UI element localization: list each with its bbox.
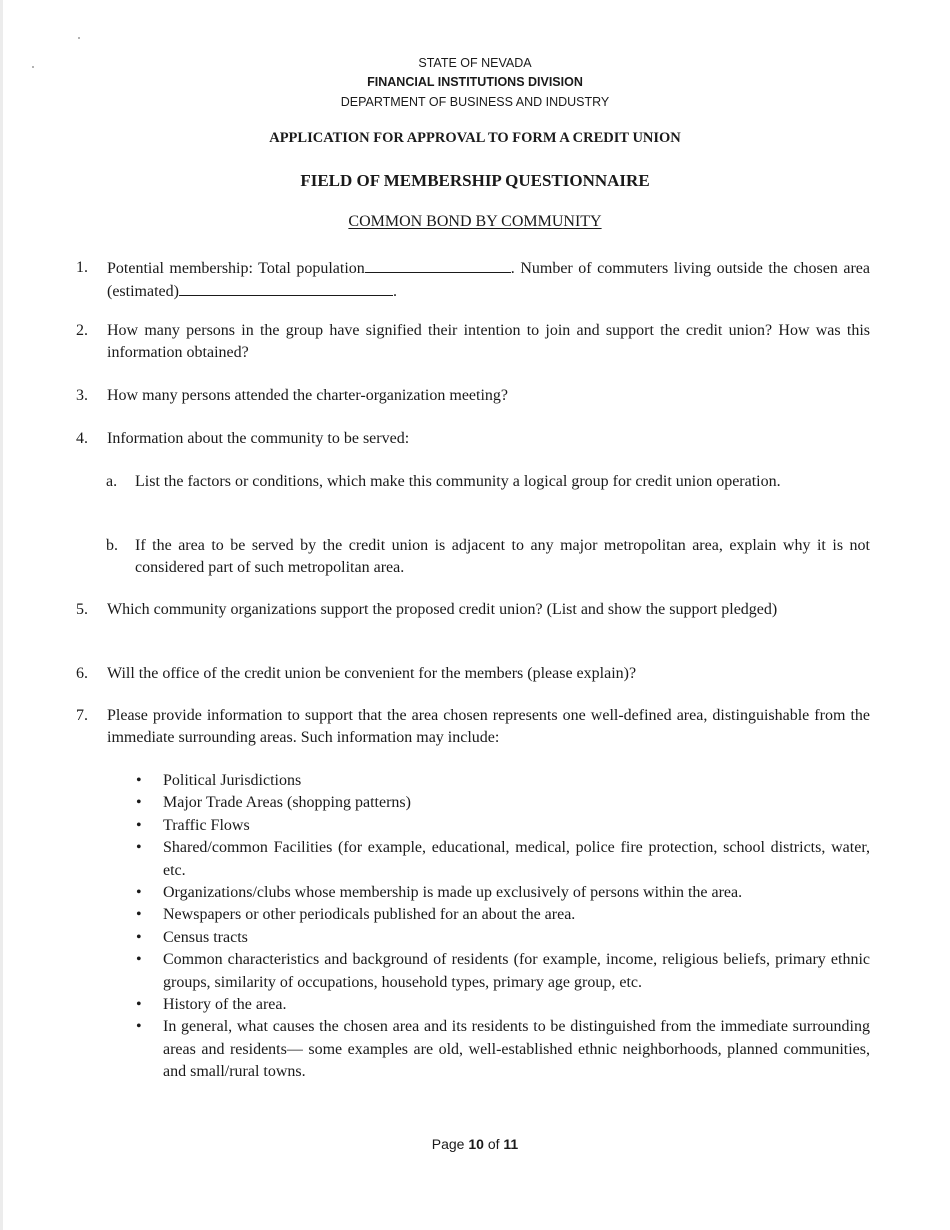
- list-item: [134, 927, 870, 949]
- question-text: Potential membership: Total population: [107, 260, 365, 277]
- form-title: FIELD OF MEMBERSHIP QUESTIONNAIRE: [300, 171, 650, 190]
- list-item: [134, 792, 870, 814]
- bullet-icon: •: [136, 772, 142, 789]
- subitem-letter: b.: [106, 537, 118, 554]
- bond-type-heading: COMMON BOND BY COMMUNITY: [348, 213, 602, 230]
- page-current: 10: [468, 1136, 484, 1152]
- header-division: FINANCIAL INSTITUTIONS DIVISION: [367, 75, 583, 89]
- page-label: Page: [431, 1136, 469, 1152]
- list-item-text: History of the area.: [163, 996, 287, 1014]
- question-4b: [106, 535, 870, 579]
- subitem-text: List the factors or conditions, which make this community a logical group for credit union operation.: [135, 473, 781, 490]
- subitem-text: If the area to be served by the credit union is adjacent to any major metropolitan area, explain why it is not considered part of such metropolitan area.: [135, 537, 870, 576]
- list-item-text: In general, what causes the chosen area and its residents to be distinguished from the immediate surrounding areas and residents— some examples are old, well-established ethnic neighborhoods, planned communities, and small/rural towns.: [163, 1018, 870, 1081]
- bullet-icon: •: [136, 1018, 142, 1036]
- list-item-text: Major Trade Areas (shopping patterns): [163, 794, 411, 812]
- question-text: Information about the community to be served:: [107, 430, 410, 447]
- bullet-icon: •: [136, 996, 142, 1014]
- bullet-icon: •: [136, 839, 142, 857]
- list-item-text: Political Jurisdictions: [163, 772, 302, 789]
- question-number: 6.: [76, 665, 88, 682]
- question-text: How many persons attended the charter-organization meeting?: [107, 387, 509, 404]
- question-text: Which community organizations support the proposed credit union? (List and show the support pledged): [107, 601, 778, 618]
- header-state: STATE OF NEVADA: [418, 56, 532, 70]
- question-number: 1.: [76, 259, 88, 276]
- page-total: 11: [503, 1136, 519, 1152]
- page-footer: [0, 1136, 950, 1152]
- header-department: DEPARTMENT OF BUSINESS AND INDUSTRY: [340, 95, 610, 109]
- question-3: [76, 385, 870, 407]
- list-item-text: Organizations/clubs whose membership is made up exclusively of persons within the area.: [163, 884, 743, 902]
- question-4a: [106, 471, 870, 493]
- subitem-letter: a.: [106, 473, 118, 490]
- scan-speck: [78, 37, 80, 39]
- question-5: [76, 599, 870, 621]
- list-item: [134, 994, 870, 1016]
- question-number: 4.: [76, 430, 88, 447]
- list-item: [134, 1016, 870, 1083]
- list-item: [134, 837, 870, 882]
- question-2: [76, 320, 870, 364]
- question-text: Please provide information to support that the area chosen represents one well-defined area, distinguishable from the immediate surrounding areas. Such information may include:: [107, 707, 870, 746]
- list-item-text: Common characteristics and background of residents (for example, income, religious beliefs, primary ethnic groups, similarity of occupations, household types, primary age group, etc.: [163, 951, 870, 991]
- list-item: [134, 770, 870, 792]
- application-title: APPLICATION FOR APPROVAL TO FORM A CREDIT UNION: [269, 130, 681, 146]
- list-item-text: Census tracts: [163, 928, 248, 946]
- bullet-icon: •: [136, 794, 142, 812]
- list-item: [134, 904, 870, 926]
- question-7: [76, 705, 870, 749]
- question-number: 5.: [76, 601, 88, 618]
- question-number: 3.: [76, 387, 88, 404]
- bullet-icon: •: [136, 816, 142, 834]
- bullet-icon: •: [136, 906, 142, 924]
- list-item: [134, 815, 870, 837]
- list-item-text: Traffic Flows: [163, 816, 250, 834]
- page-of: of: [483, 1136, 504, 1152]
- question-number: 7.: [76, 707, 88, 724]
- list-item: [134, 882, 870, 904]
- bullet-icon: •: [136, 884, 142, 902]
- list-item-text: Shared/common Facilities (for example, educational, medical, police fire protection, school districts, water, etc.: [163, 839, 870, 879]
- question-text: How many persons in the group have signified their intention to join and support the credit union? How was this information obtained?: [107, 322, 870, 361]
- question-1: [76, 257, 870, 303]
- commuters-estimate-field[interactable]: [179, 280, 393, 296]
- question-number: 2.: [76, 322, 88, 339]
- question-4: [76, 428, 870, 450]
- question-text: .: [392, 283, 397, 300]
- list-item: [134, 949, 870, 994]
- question-text: Will the office of the credit union be convenient for the members (please explain)?: [107, 665, 637, 682]
- criteria-list: [134, 770, 870, 1084]
- question-6: [76, 663, 870, 685]
- bullet-icon: •: [136, 928, 142, 946]
- question-text: . Number of commuters living outside the chosen area (estimated): [107, 260, 871, 300]
- bullet-icon: •: [136, 951, 142, 969]
- list-item-text: Newspapers or other periodicals published for an about the area.: [163, 906, 576, 924]
- total-population-field[interactable]: [365, 257, 511, 273]
